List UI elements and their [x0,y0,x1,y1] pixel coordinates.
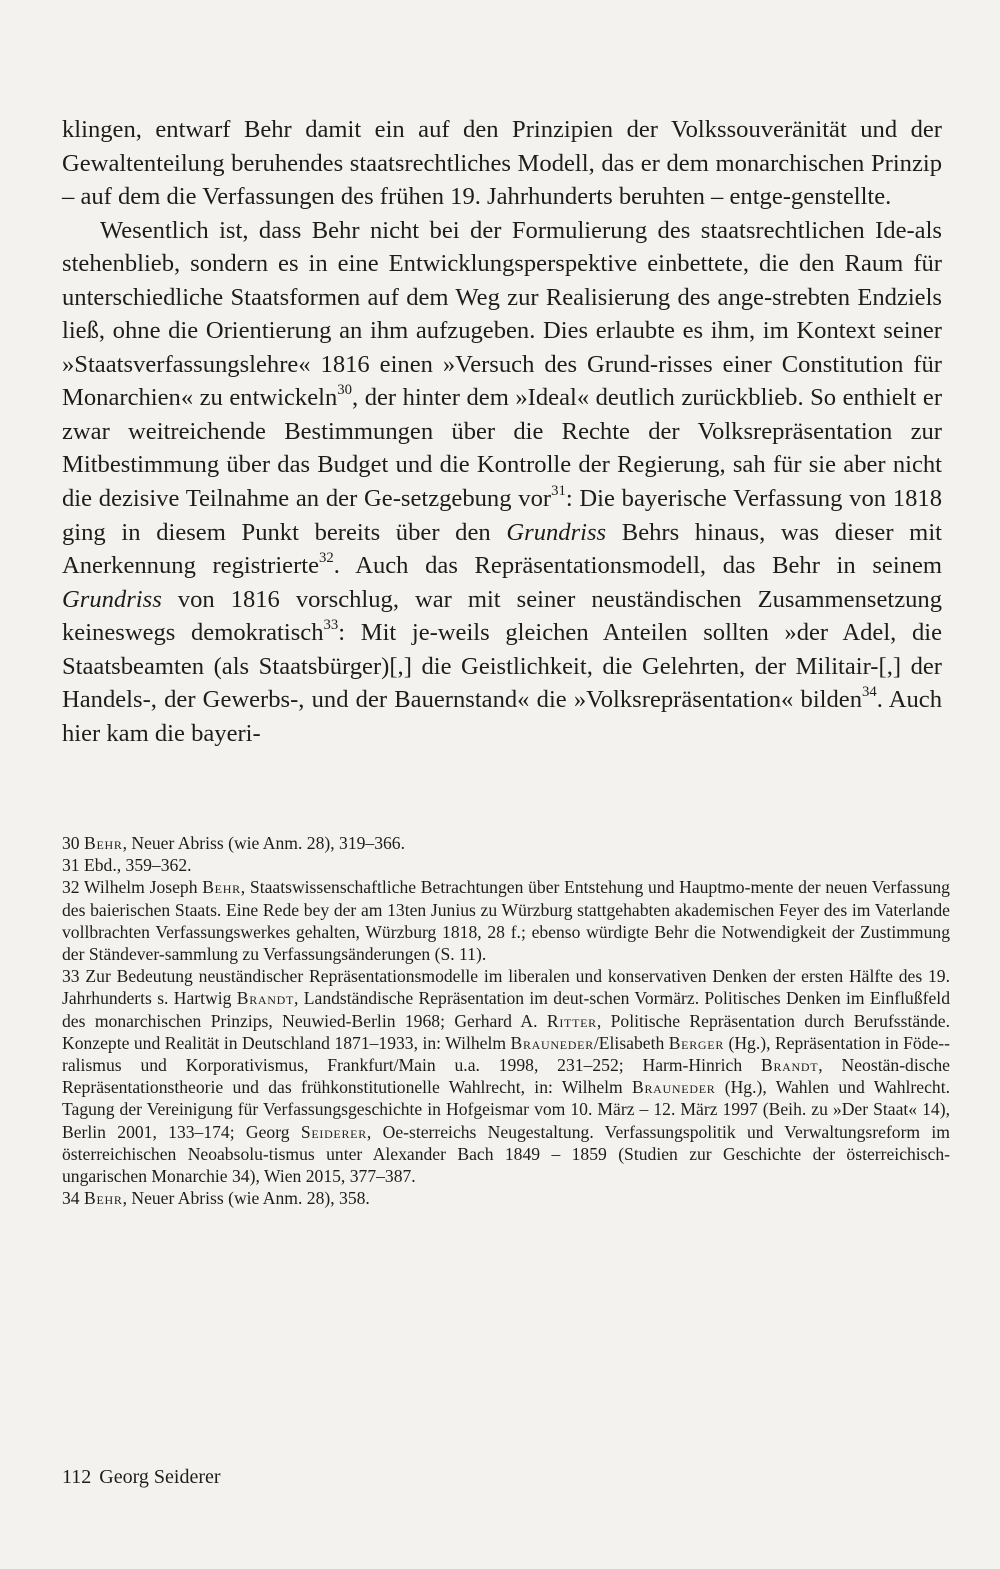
footnote-ref-30[interactable]: 30 [337,382,353,399]
text-run: : Die bayerische Verfassung von 1818 ging in diesem Punkt bereits über den [62,485,942,546]
running-author: Georg Seiderer [99,1466,221,1488]
footnote-number: 33 [62,966,80,987]
text-run: : Mit je-weils gleichen Anteilen sollten »der Adel, die Staatsbeamten (als Staatsbürger)[,] die Geistlichkeit, die Gelehrten, der Militair-[,] der Handels-, der Gewerbs-, und der Bauernstand« die »Volksrepräsentation« bilden [62,619,943,714]
author-name: Behr [84,833,123,853]
italic-title: Grundriss [62,585,162,613]
text-run: Wesentlich ist, dass Behr nicht bei der Formulierung des staatsrechtlichen Ide-als stehenblieb, sondern es in eine Entwicklungsperspektive einbettete, die den Raum für unterschiedliche Staatsformen auf dem Weg zur Realisierung des ange-strebten Endziels ließ, ohne die Orientierung an ihm aufzugeben. Dies erlaubte es ihm, im Kontext seiner »Staatsverfassungslehre« 1816 einen »Versuch des Grund-risses einer Constitution für Monarchien« zu entwickeln [62,216,942,412]
footnote-34 [62,1187,950,1209]
footnote-30 [62,832,950,854]
footnote-text: , Neuer Abriss (wie Anm. 28), 358. [122,1188,370,1209]
footnote-text: Ebd., 359–362. [84,855,192,876]
footnotes [62,832,950,1209]
paragraph-2 [62,214,942,751]
footnote-ref-34[interactable]: 34 [862,684,877,701]
footnote-33 [62,965,950,1187]
text-run: , der hinter dem »Ideal« deutlich zurückblieb. So enthielt er zwar weitreichende Bestimmungen über die Rechte der Volksrepräsentation zur Mitbestimmung über das Budget und die Kontrolle der Regierung, sah für sie aber nicht die dezisive Teilnahme an der Ge-setzgebung vor [62,384,943,513]
page-number: 112 [62,1466,92,1488]
footnote-31 [62,854,950,876]
footnote-text: Wilhelm Joseph [84,877,203,898]
footnote-ref-33[interactable]: 33 [323,617,339,634]
footnote-text: , Oe-sterreichs Neugestaltung. Verfassungspolitik und Verwaltungsreform im österreichischen Neoabsolu-tismus unter Alexander Bach 1849 – 1859 (Studien zur Geschichte der österreichisch-ungarischen Monarchie 34), Wien 2015, 377–387. [62,1121,950,1187]
footnote-text: , Neuer Abriss (wie Anm. 28), 319–366. [122,833,406,853]
author-name: Brandt [761,1055,819,1076]
footnote-text: , Neostän-dische Repräsentationstheorie und das frühkonstitutionelle Wahlrecht, in: Wilhelm [62,1055,950,1098]
footnote-text: , Staatswissenschaftliche Betrachtungen über Entstehung und Hauptmo-mente der neuen Verfassung des baierischen Staats. Eine Rede bey der am 13ten Junius zu Würzburg stattgehabten akademischen Feyer des im Vaterlande vollbrachten Verfassungswerkes gehalten, Würzburg 1818, 28 f.; ebenso würdigte Behr die Notwendigkeit der Zustimmung der Ständever-sammlung zu Verfassungsänderungen (S. 11). [62,877,950,965]
author-name: Ritter [546,1010,597,1031]
italic-title: Grundriss [506,518,607,546]
footnote-ref-32[interactable]: 32 [319,550,334,567]
footnote-number: 30 [62,833,80,853]
page-footer [62,1466,221,1489]
main-text [62,113,942,750]
author-name: Seiderer [300,1121,367,1142]
author-name: Berger [668,1032,725,1053]
footnote-number: 34 [62,1188,80,1209]
footnote-text: /Elisabeth [593,1032,669,1053]
text-run: . Auch hier kam die bayeri- [62,686,942,747]
footnote-number: 31 [62,855,80,876]
footnote-number: 32 [62,877,80,898]
text-run: von 1816 vorschlug, war mit seiner neuständischen Zusammensetzung keineswegs demokratisch [62,585,942,647]
text-run: . Auch das Repräsentationsmodell, das Behr in seinem [333,552,942,580]
footnote-text: (Hg.), Repräsentation in Föde-ralismus und Korporativismus, Frankfurt/Main u.a. 1998, 231–252; Harm-Hinrich [62,1032,951,1076]
author-name: Behr [84,1188,123,1209]
footnote-32 [62,876,950,965]
author-name: Brandt [236,988,295,1009]
footnote-text: Zur Bedeutung neuständischer Repräsentationsmodelle im liberalen und konservativen Denken der ersten Hälfte des 19. Jahrhunderts s. Hartwig [62,966,950,1009]
author-name: Brauneder [510,1032,594,1053]
text-run: Behrs hinaus, was dieser mit Anerkennung registrierte [62,518,942,580]
author-name: Behr [202,877,241,898]
author-name: Brauneder [632,1077,716,1098]
paragraph-1 [62,113,942,214]
footnote-text: (Hg.), Wahlen und Wahlrecht. Tagung der Vereinigung für Verfassungsgeschichte in Hofgeismar vom 10. März – 12. März 1997 (Beih. zu »Der Staat« 14), Berlin 2001, 133–174; Georg [62,1077,950,1142]
footnote-text: , Politische Repräsentation durch Berufsstände. Konzepte und Realität in Deutschland 1871–1933, in: Wilhelm [62,1010,951,1053]
footnote-text: , Landständische Repräsentation im deut-schen Vormärz. Politisches Denken im Einflußfeld des monarchischen Prinzips, Neuwied-Berlin 1968; Gerhard A. [62,988,950,1031]
text-run: klingen, entwarf Behr damit ein auf den Prinzipien der Volkssouveränität und der Gewaltenteilung beruhendes staatsrechtliches Modell, das er dem monarchischen Prinzip – auf dem die Verfassungen des frühen 19. Jahrhunderts beruhten – entge-genstellte. [62,116,942,211]
footnote-ref-31[interactable]: 31 [551,482,566,499]
